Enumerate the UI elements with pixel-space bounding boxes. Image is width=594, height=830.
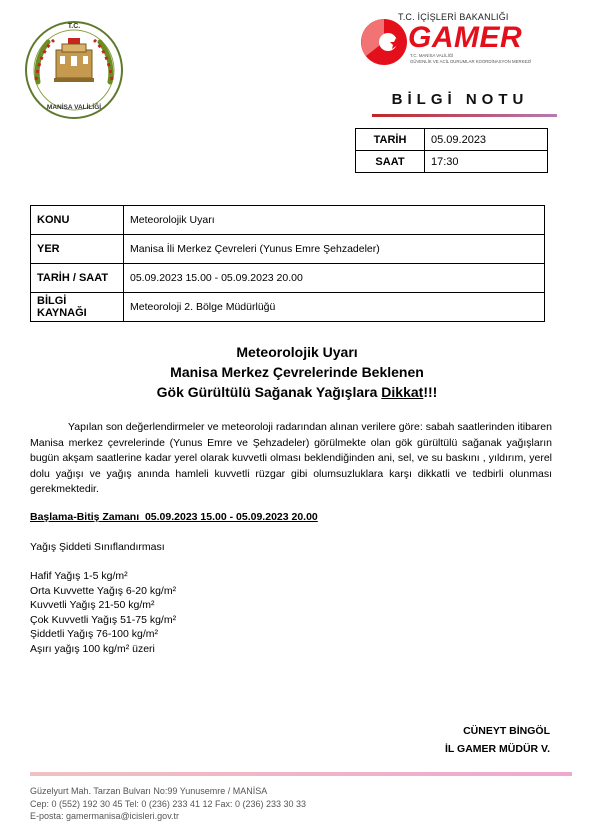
footer-divider: [30, 772, 572, 776]
title-line-3-prefix: Gök Gürültülü Sağanak Yağışlara: [156, 384, 378, 400]
info-table: [30, 205, 545, 322]
title-emphasis: Dikkat: [381, 384, 424, 400]
subject-value: Meteorolojik Uyarı: [124, 206, 545, 235]
source-label: BİLGİ KAYNAĞI: [31, 293, 124, 322]
datetime-label: TARİH / SAAT: [31, 264, 124, 293]
manisa-valiligi-seal: [24, 20, 124, 120]
document-type-title: BİLGİ NOTU: [391, 91, 529, 108]
table-row: [31, 235, 545, 264]
signatory-name: CÜNEYT BİNGÖL: [463, 725, 550, 737]
list-item: Kuvvetli Yağış 21-50 kg/m²: [30, 599, 155, 611]
list-item: Aşırı yağış 100 kg/m² üzeri: [30, 642, 155, 655]
location-label: YER: [31, 235, 124, 264]
list-item: Şiddetli Yağış 76-100 kg/m²: [30, 628, 159, 640]
gamer-ministry-text: T.C. İÇİŞLERİ BAKANLIĞI: [398, 12, 509, 22]
footer: [30, 785, 306, 823]
seal-top-text: T.C.: [67, 23, 81, 30]
table-row: [356, 151, 548, 173]
datetime-value: 05.09.2023 15.00 - 05.09.2023 20.00: [124, 264, 545, 293]
start-end-time: Başlama-Bitiş Zamanı 05.09.2023 15.00 - 05.09.2023 20.00: [30, 511, 318, 523]
subject-label: KONU: [31, 206, 124, 235]
source-value: Meteoroloji 2. Bölge Müdürlüğü: [124, 293, 545, 322]
title-line-3-suffix: !!!: [423, 384, 438, 400]
date-label: TARİH: [356, 129, 425, 151]
footer-phones: Cep: 0 (552) 192 30 45 Tel: 0 (236) 233 41 12 Fax: 0 (236) 233 30 33: [30, 798, 307, 809]
time-label: SAAT: [356, 151, 425, 173]
list-item: Çok Kuvvetli Yağış 51-75 kg/m²: [30, 613, 177, 626]
table-row: [31, 293, 545, 322]
gamer-emblem-icon: [358, 16, 408, 68]
title-line-2: Manisa Merkez Çevrelerinde Beklenen: [170, 364, 424, 380]
warning-paragraph: Yapılan son değerlendirmeler ve meteoroloji radarından alınan verilere göre: sabah saatlerinden itibaren Manisa merkez çevrelerinde (Yunus Emre ve Şehzadeler) görülmekte olan gök gürültülü sağanak yağışların bugün akşam saatlerine kadar yerel olarak kuvvetli olması beklendiğinden ani, sel, ve su baskını , yıldırım, yerel dolu yağışı ve yağış anında hamleli kuvvetli rüzgar gibi olumsuzluklara karşı dikkatli ve tedbirli olunması gerekmektedir.: [30, 421, 552, 495]
table-row: [31, 206, 545, 235]
date-value: 05.09.2023: [425, 129, 548, 151]
footer-email: E-posta: gamermanisa@icisleri.gov.tr: [30, 811, 180, 821]
location-value: Manisa İli Merkez Çevreleri (Yunus Emre Şehzadeler): [124, 235, 545, 264]
list-item: Orta Kuvvette Yağış 6-20 kg/m²: [30, 584, 177, 597]
table-row: [31, 264, 545, 293]
table-row: [356, 129, 548, 151]
classification-list: [30, 569, 176, 656]
time-value: 17:30: [425, 151, 548, 173]
list-item: Hafif Yağış 1-5 kg/m²: [30, 570, 128, 582]
gamer-subtitle-1: T.C. MANİSA VALİLİĞİ: [410, 53, 454, 58]
warning-title: [0, 342, 594, 402]
title-line-3: [0, 382, 594, 402]
gamer-subtitle-2: GÜVENLİK VE ACİL DURUMLAR KOORDİNASYON MERKEZİ: [410, 59, 532, 64]
gamer-brand-text: GAMER: [408, 21, 523, 54]
seal-bottom-text: MANİSA VALİLİĞİ: [46, 104, 102, 111]
signatory-title: İL GAMER MÜDÜR V.: [444, 743, 550, 755]
header-divider: [372, 114, 557, 117]
title-line-1: Meteorolojik Uyarı: [236, 344, 358, 360]
gamer-logo: [358, 10, 540, 72]
classification-title: Yağış Şiddeti Sınıflandırması: [30, 541, 165, 553]
date-time-table: [355, 128, 548, 173]
footer-address: Güzelyurt Mah. Tarzan Bulvarı No:99 Yunusemre / MANİSA: [30, 786, 268, 796]
